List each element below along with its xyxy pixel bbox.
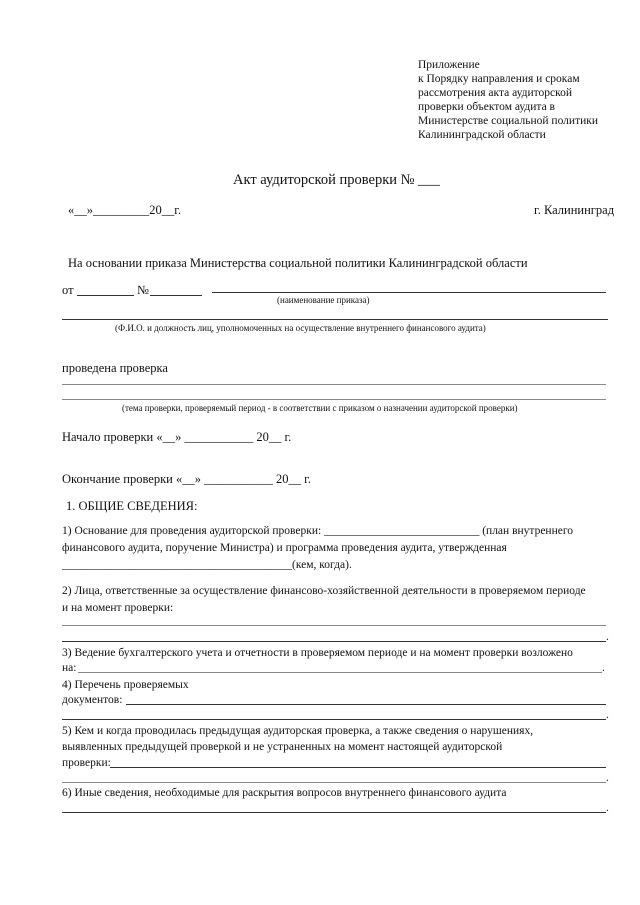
topic-line	[62, 384, 606, 385]
conducted-label: проведена проверка	[62, 361, 168, 375]
persons-caption: (Ф.И.О. и должность лиц, уполномоченных на осуществление внутреннего финансового аудита)	[115, 323, 486, 333]
fill-line	[62, 625, 606, 626]
item-1-text: финансового аудита, поручение Министра) и программа проведения аудита, утвержденная	[62, 542, 507, 554]
item-3-text: 3) Ведение бухгалтерского учета и отчетности в проверяемом периоде и на момент проверки возложено	[62, 647, 573, 659]
appendix-line: к Порядку направления и срокам	[418, 73, 580, 85]
item-5-text: 5) Кем и когда проводилась предыдущая аудиторская проверка, а также сведения о нарушениях,	[62, 725, 534, 737]
fill-line	[62, 641, 606, 642]
appendix-line: Приложение	[418, 59, 480, 71]
order-name-caption: (наименование приказа)	[277, 295, 370, 305]
fill-line	[78, 672, 602, 673]
fill-line	[126, 704, 606, 705]
item-1-text: ________________________________________(кем, когда).	[62, 559, 352, 571]
persons-line	[62, 319, 608, 320]
fill-line	[62, 719, 606, 720]
appendix-line: рассмотрения акта аудиторской	[418, 87, 573, 99]
fill-line	[62, 812, 606, 813]
period: .	[606, 631, 609, 643]
appendix-line: проверки объектом аудита в	[418, 101, 555, 113]
basis-text: На основании приказа Министерства социальной политики Калининградской области	[68, 256, 528, 270]
item-2-text: и на момент проверки:	[62, 602, 174, 614]
fill-line	[62, 782, 606, 783]
topic-caption: (тема проверки, проверяемый период - в соответствии с приказом о назначении аудиторской проверки)	[122, 403, 518, 413]
fill-line	[110, 767, 606, 768]
period: .	[606, 709, 609, 721]
item-5-text: выявленных предыдущей проверкой и не устраненных на момент настоящей аудиторской	[62, 741, 503, 753]
item-4-text: 4) Перечень проверяемых	[62, 679, 189, 691]
item-6-text: 6) Иные сведения, необходимые для раскрытия вопросов внутреннего финансового аудита	[62, 787, 507, 799]
section-heading: 1. ОБЩИЕ СВЕДЕНИЯ:	[66, 499, 198, 513]
act-date: «__»_________20__г.	[68, 203, 182, 217]
item-3-text: на:	[62, 662, 77, 674]
order-number-line	[150, 295, 202, 296]
appendix-line: Министерстве социальной политики	[418, 115, 598, 127]
item-1-text: 1) Основание для проведения аудиторской проверки: ___________________________ (план внутреннего	[62, 525, 574, 537]
order-from-label: от	[62, 283, 74, 297]
order-date-line	[77, 295, 134, 296]
item-2-text: 2) Лица, ответственные за осуществление финансово-хозяйственной деятельности в проверяемом периоде	[62, 585, 586, 597]
appendix-note	[418, 58, 598, 142]
city: г. Калининград	[534, 203, 615, 217]
order-name-line	[212, 292, 606, 293]
period: .	[606, 802, 609, 814]
end-date: Окончание проверки «__» ___________ 20__ г.	[62, 472, 311, 486]
item-4-text: документов:	[62, 694, 123, 706]
document-title: Акт аудиторской проверки № ___	[233, 172, 440, 188]
topic-line	[62, 399, 606, 400]
item-5-text: проверки:	[62, 757, 111, 769]
period: .	[606, 772, 609, 784]
appendix-line: Калининградской области	[418, 129, 546, 141]
start-date: Начало проверки «__» ___________ 20__ г.	[62, 430, 292, 444]
order-number-label: №	[137, 283, 149, 297]
period: .	[602, 662, 605, 674]
